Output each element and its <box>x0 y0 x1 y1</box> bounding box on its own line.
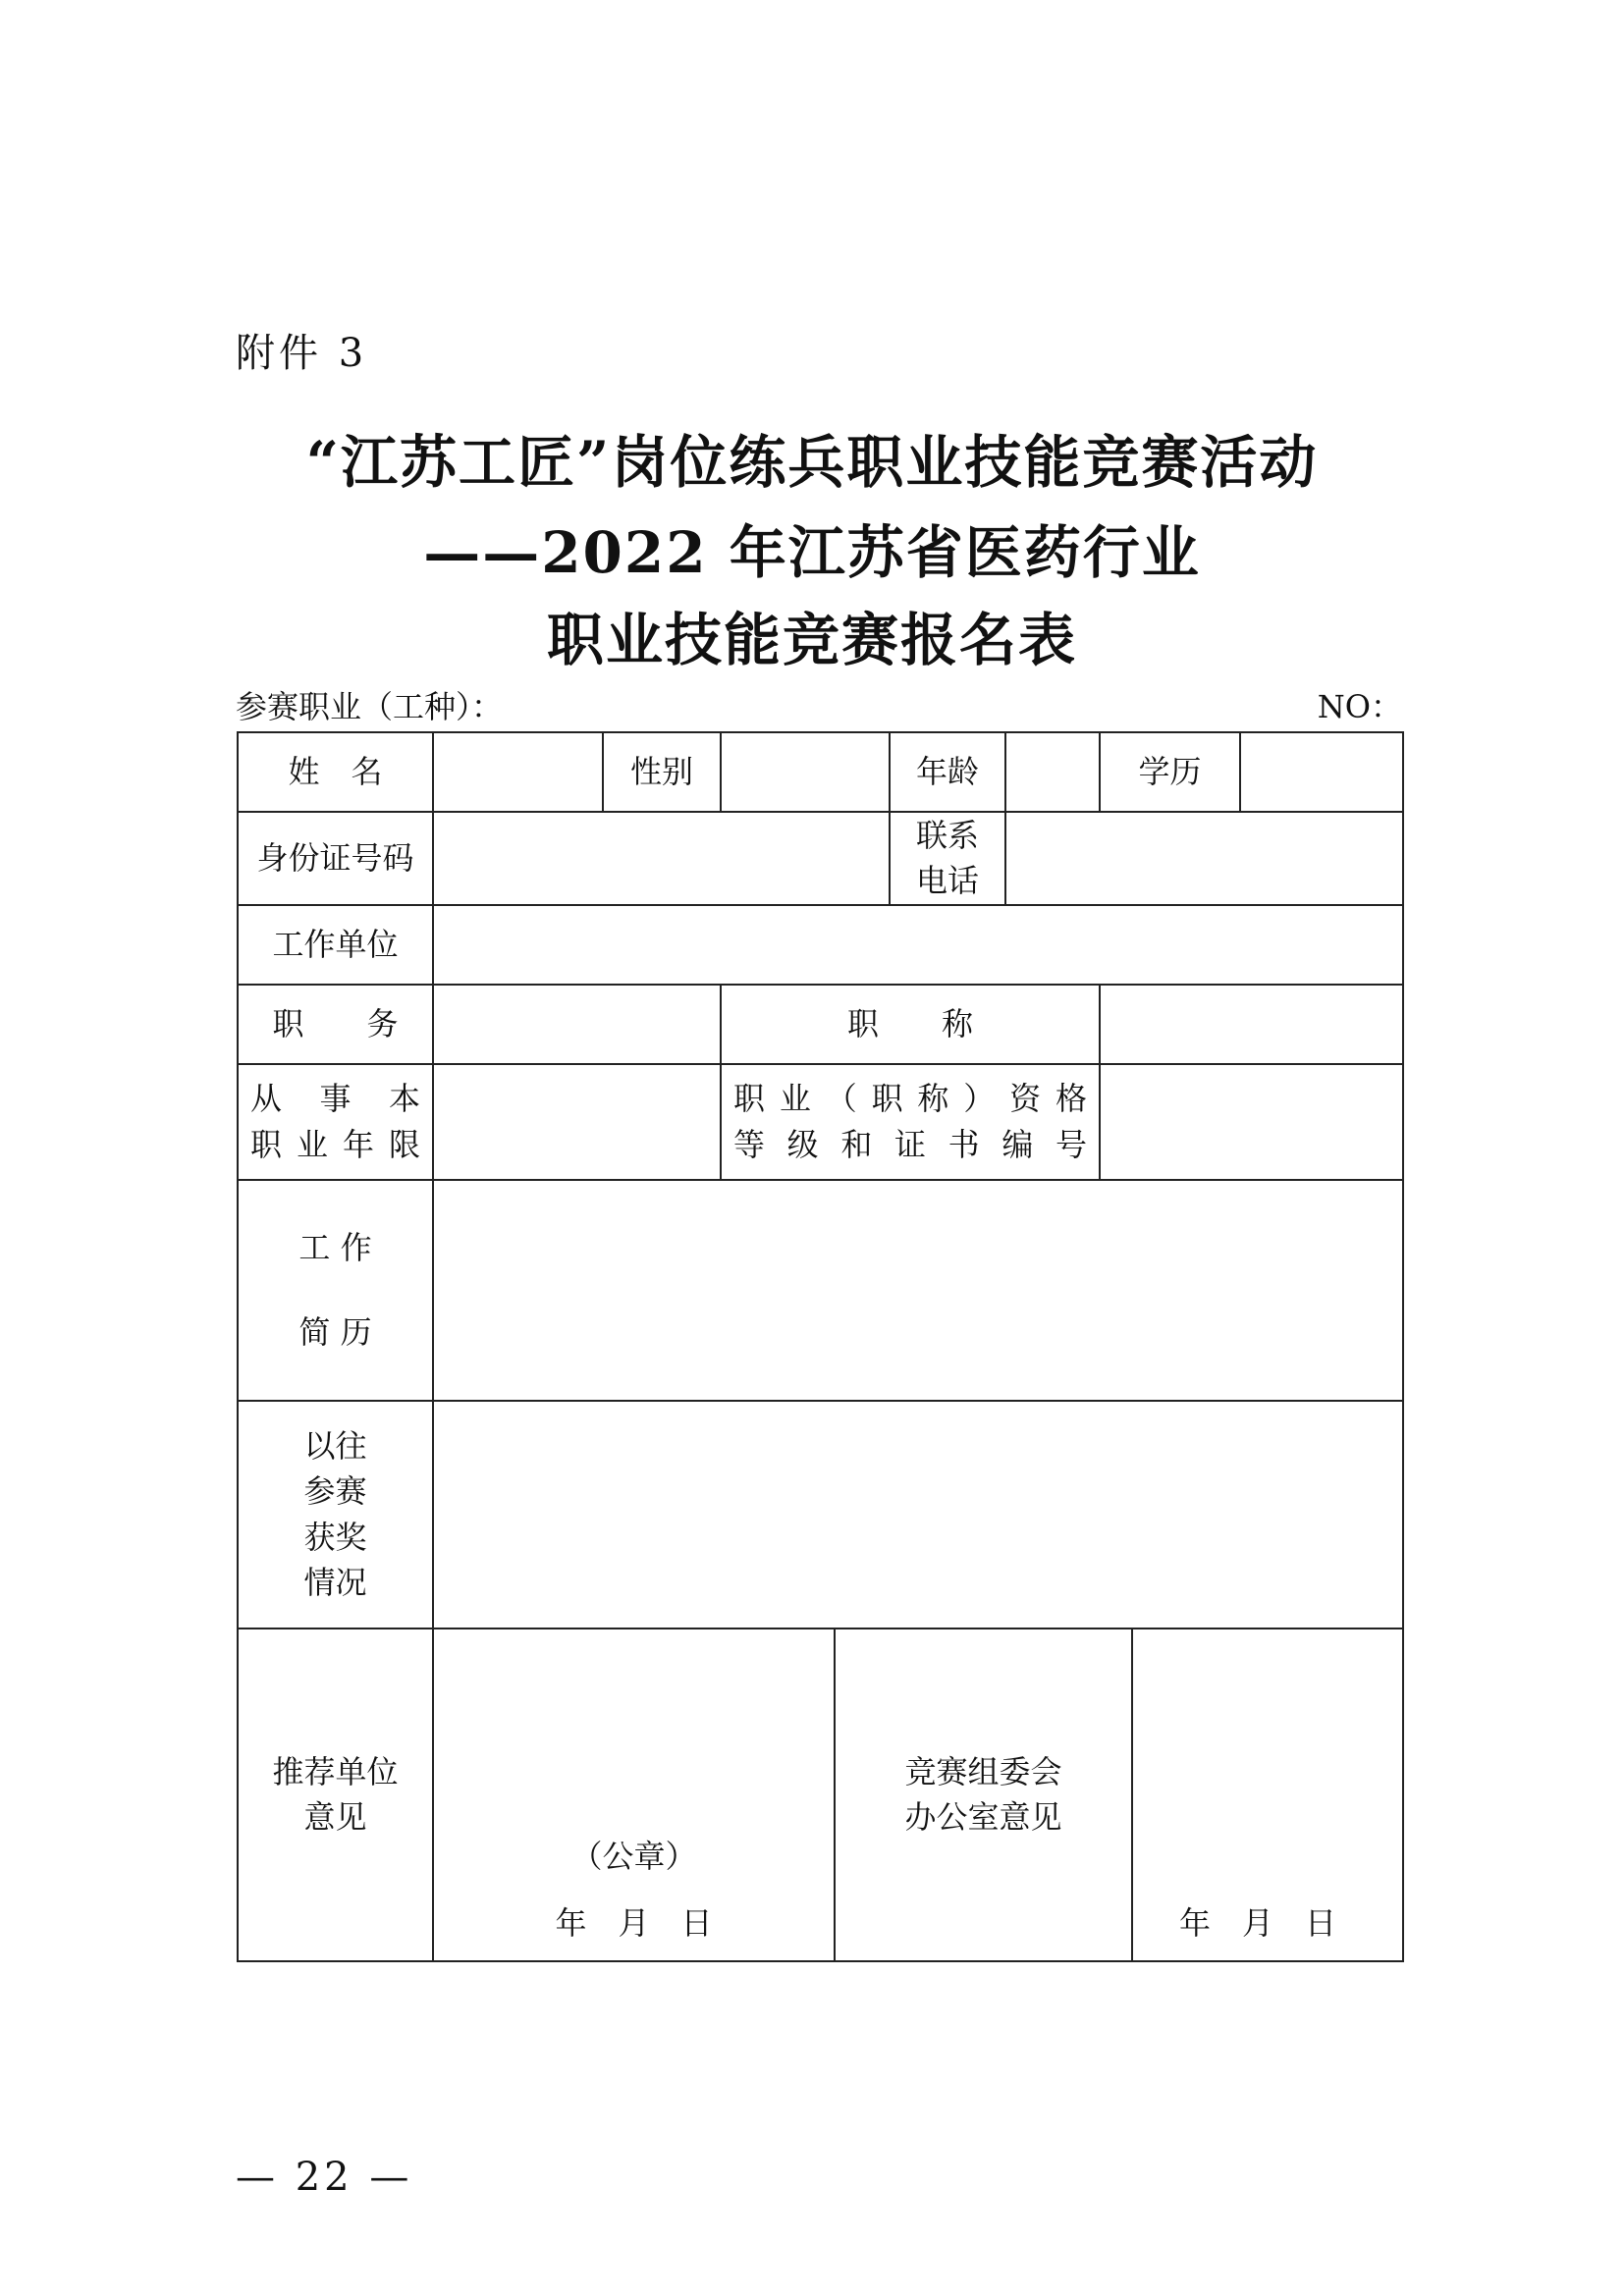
education-label: 学历 <box>1100 732 1240 812</box>
document-title-line-3: 职业技能竞赛报名表 <box>546 607 1077 673</box>
recommending-unit-opinion-cell[interactable] <box>433 1629 835 1961</box>
table-row-opinions <box>238 1629 1403 1961</box>
committee-office-opinion-label: 竞赛组委会 办公室意见 <box>835 1629 1132 1961</box>
name-label: 姓 名 <box>238 732 433 812</box>
recommend-date-label: 年 月 日 <box>555 1904 713 1943</box>
number-label: NO： <box>1317 688 1402 725</box>
table-row-resume <box>238 1180 1403 1401</box>
table-row-basic-info <box>238 732 1403 812</box>
table-row-years-qualification <box>238 1064 1403 1180</box>
recommending-unit-opinion-label: 推荐单位 意见 <box>238 1629 433 1961</box>
education-value-cell[interactable] <box>1240 732 1403 812</box>
name-value-cell[interactable] <box>433 732 603 812</box>
phone-value-cell[interactable] <box>1005 812 1403 905</box>
age-label: 年龄 <box>890 732 1005 812</box>
id-number-label: 身份证号码 <box>238 812 433 905</box>
qualification-label: 职业（职称）资格 等级和证书编号 <box>721 1064 1100 1180</box>
document-title-line-1: “江苏工匠”岗位练兵职业技能竞赛活动 <box>305 429 1319 496</box>
document-title-line-2: ——2022 年江苏省医药行业 <box>423 519 1201 586</box>
table-row-id-phone <box>238 812 1403 905</box>
official-seal-label: （公章） <box>570 1837 697 1875</box>
past-awards-value-cell[interactable] <box>433 1401 1403 1629</box>
position-label: 职 务 <box>238 985 433 1064</box>
work-resume-value-cell[interactable] <box>433 1180 1403 1401</box>
title-value-cell[interactable] <box>1100 985 1403 1064</box>
table-row-position-title <box>238 985 1403 1064</box>
work-unit-label: 工作单位 <box>238 905 433 985</box>
title-label: 职 称 <box>721 985 1100 1064</box>
page-number: — 22 — <box>236 2155 413 2200</box>
past-awards-label: 以往 参赛 获奖 情况 <box>238 1401 433 1629</box>
years-in-occupation-value-cell[interactable] <box>433 1064 721 1180</box>
gender-value-cell[interactable] <box>721 732 890 812</box>
age-value-cell[interactable] <box>1005 732 1100 812</box>
table-row-awards <box>238 1401 1403 1629</box>
work-resume-label: 工 作 简 历 <box>238 1180 433 1401</box>
position-value-cell[interactable] <box>433 985 721 1064</box>
registration-form-table <box>237 731 1404 1962</box>
occupation-label: 参赛职业（工种）： <box>236 688 504 725</box>
table-row-work-unit <box>238 905 1403 985</box>
gender-label: 性别 <box>603 732 721 812</box>
attachment-number: 附件 3 <box>236 331 368 376</box>
work-unit-value-cell[interactable] <box>433 905 1403 985</box>
committee-office-opinion-cell[interactable] <box>1132 1629 1403 1961</box>
years-in-occupation-label: 从 事 本 职业年限 <box>238 1064 433 1180</box>
committee-date-label: 年 月 日 <box>1179 1904 1337 1943</box>
id-number-value-cell[interactable] <box>433 812 890 905</box>
qualification-value-cell[interactable] <box>1100 1064 1403 1180</box>
phone-label: 联系 电话 <box>890 812 1005 905</box>
